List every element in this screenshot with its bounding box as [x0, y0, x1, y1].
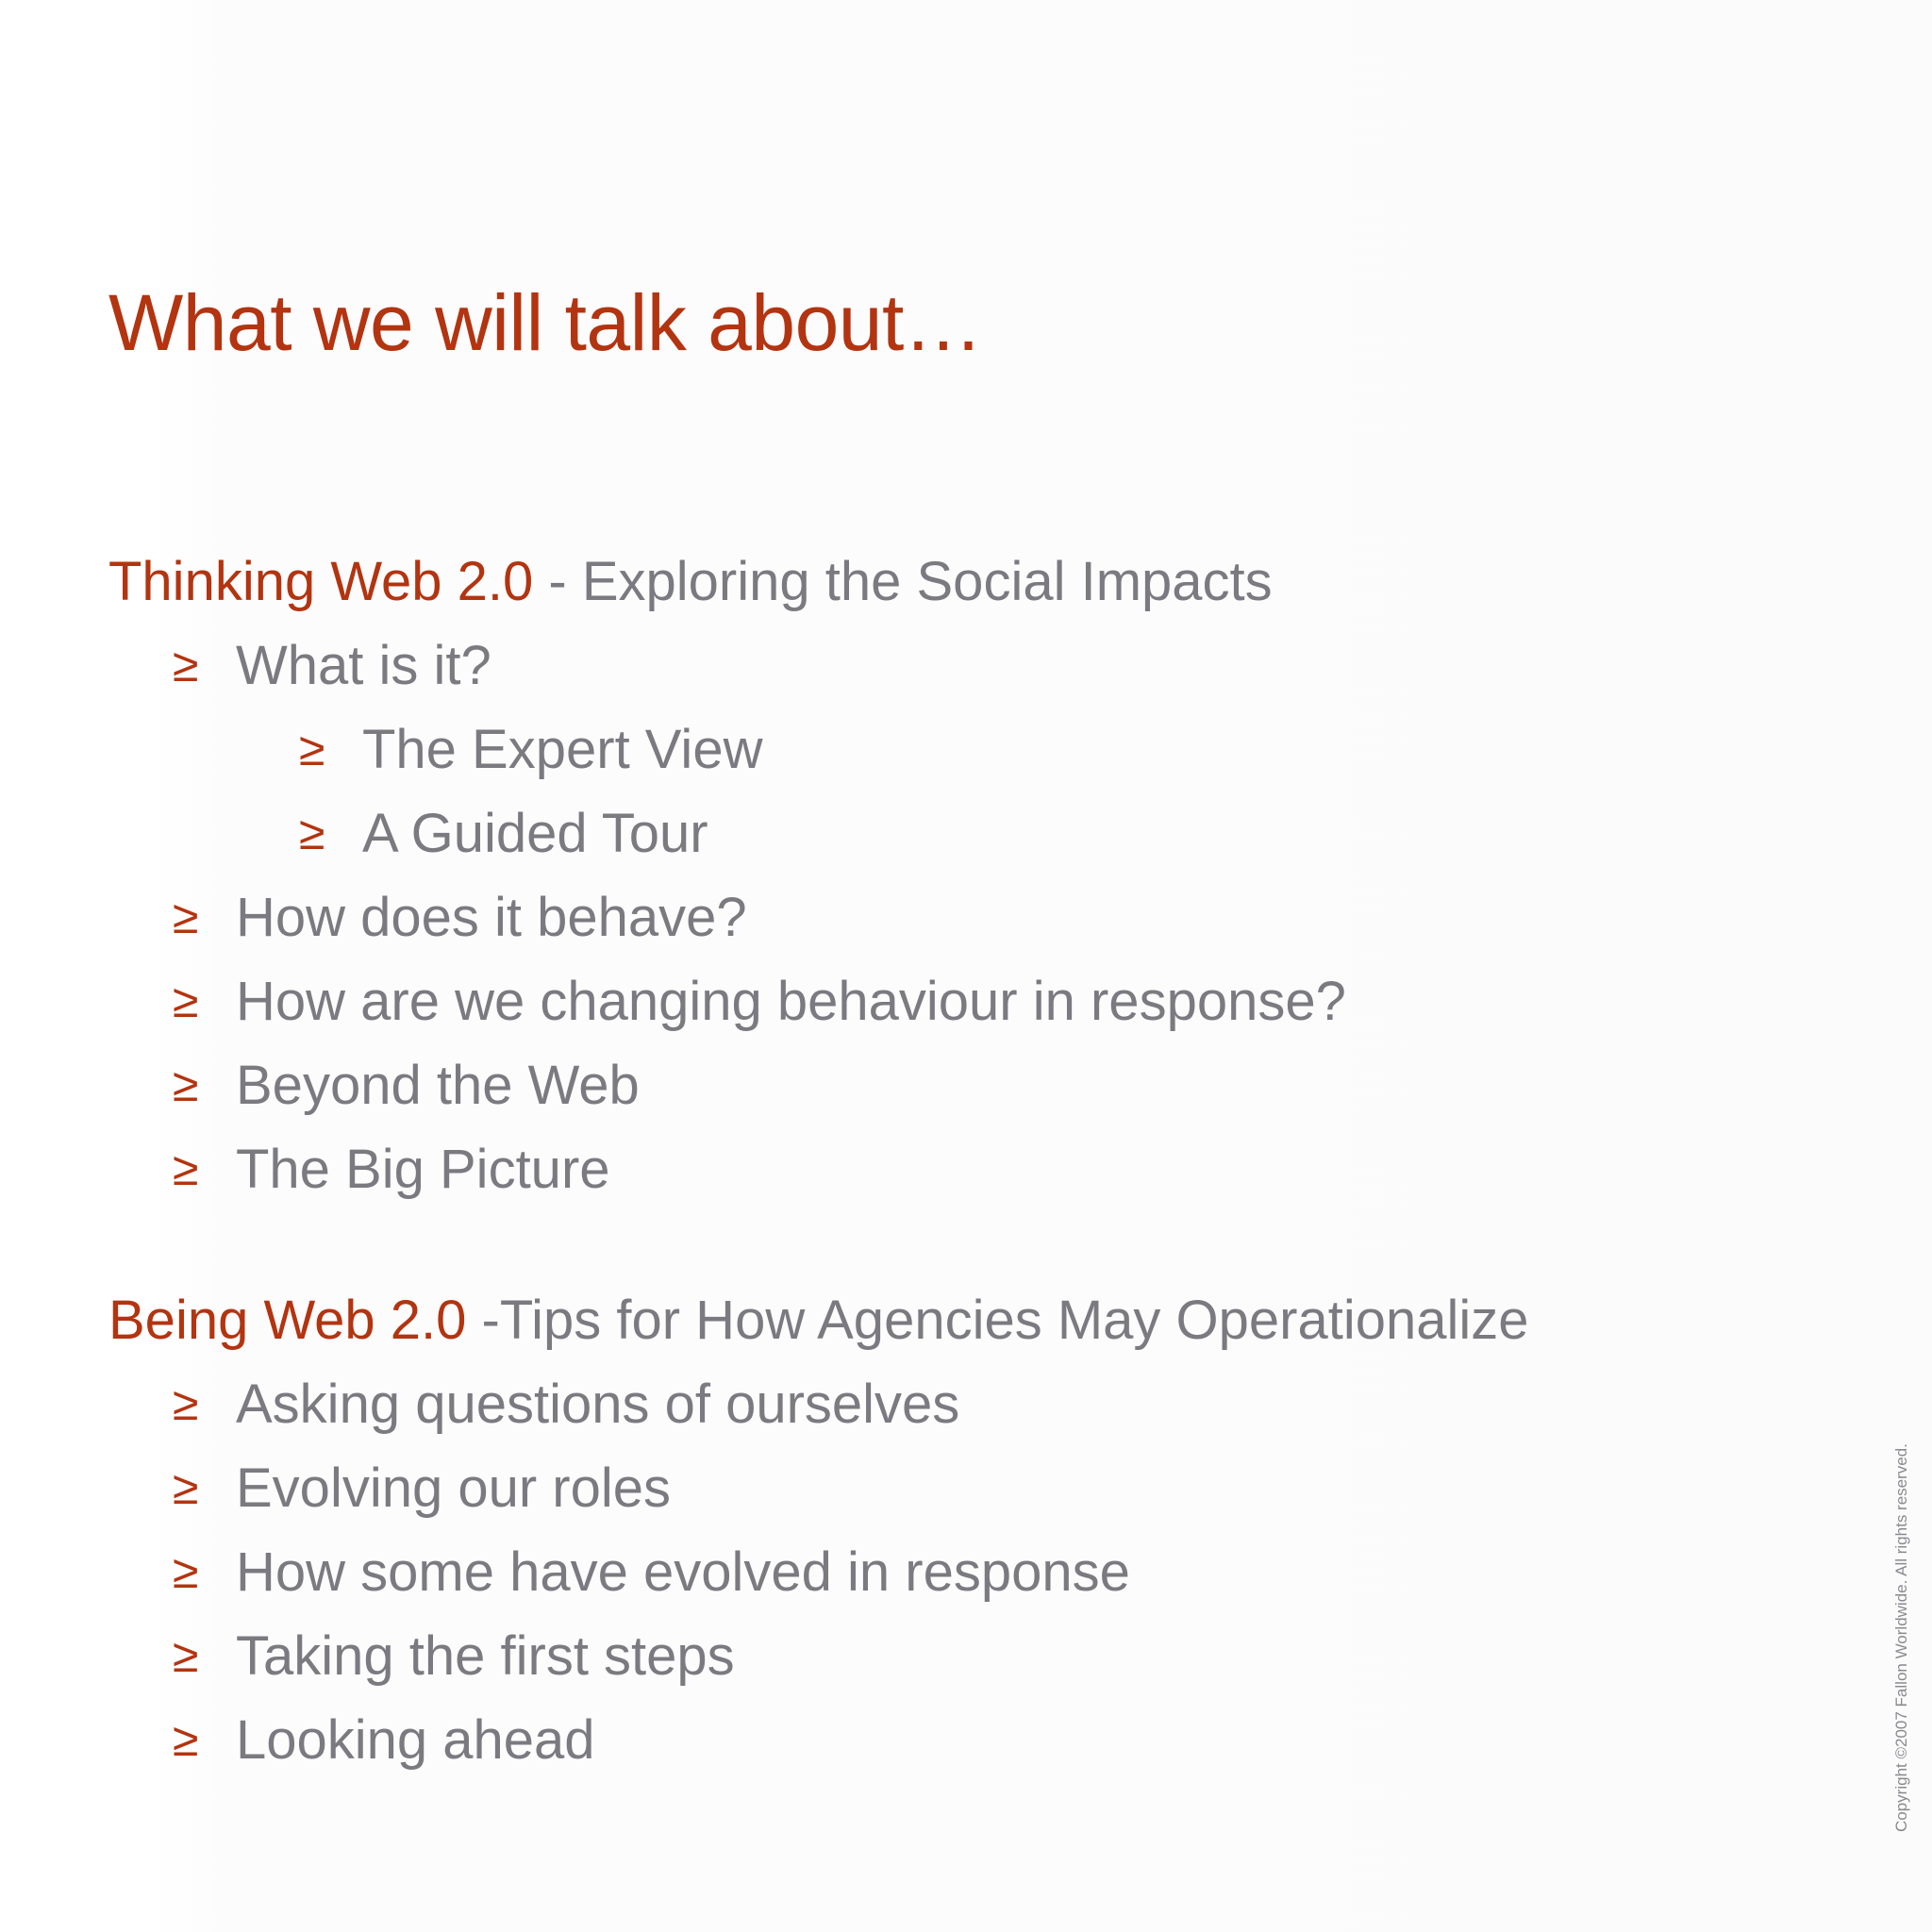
list-item	[108, 1614, 1807, 1698]
list-item-text: The Big Picture	[236, 1139, 610, 1200]
list-item	[108, 875, 1807, 959]
list-item-text: How some have evolved in response	[236, 1541, 1130, 1603]
section-heading-rest: - Exploring the Social Impacts	[533, 551, 1273, 612]
list-item	[108, 1362, 1807, 1446]
section-heading-accent: Thinking Web 2.0	[108, 551, 534, 612]
copyright-notice: Copyright ©2007 Fallon Worldwide. All rights reserved.	[1892, 1443, 1910, 1832]
list-item-text: Evolving our roles	[236, 1457, 671, 1519]
bullet-icon: ≥	[173, 639, 199, 691]
sub-list-item	[108, 791, 1807, 875]
section-heading-being	[108, 1278, 1807, 1362]
section-gap	[108, 1211, 1807, 1278]
list-item-text: How are we changing behaviour in response?	[236, 971, 1346, 1032]
bullet-icon: ≥	[173, 1461, 199, 1514]
list-item-text: Asking questions of ourselves	[236, 1374, 960, 1435]
bullet-icon: ≥	[173, 1142, 199, 1195]
bullet-icon: ≥	[173, 1058, 199, 1111]
list-item-text: Taking the first steps	[236, 1625, 735, 1687]
sub-list-item	[108, 708, 1807, 791]
list-item-text: How does it behave?	[236, 887, 747, 948]
list-item-text: What is it?	[236, 635, 491, 696]
list-item-text: Looking ahead	[236, 1709, 595, 1771]
section-heading-thinking	[108, 540, 1807, 624]
list-item-text: A Guided Tour	[362, 803, 708, 864]
list-item	[108, 624, 1807, 708]
list-item	[108, 1530, 1807, 1614]
list-item-text: The Expert View	[362, 719, 763, 780]
list-item	[108, 1446, 1807, 1530]
list-item	[108, 1043, 1807, 1127]
list-item-text: Beyond the Web	[236, 1055, 640, 1116]
section-heading-rest: -Tips for How Agencies May Operationalize	[466, 1290, 1529, 1351]
bullet-icon: ≥	[173, 891, 199, 943]
bullet-icon: ≥	[173, 974, 199, 1027]
bullet-icon: ≥	[299, 807, 325, 859]
list-item	[108, 1698, 1807, 1782]
slide-title: What we will talk about…	[108, 278, 983, 367]
bullet-icon: ≥	[173, 1377, 199, 1430]
section-heading-accent: Being Web 2.0	[108, 1290, 467, 1351]
bullet-icon: ≥	[173, 1545, 199, 1598]
list-item	[108, 1127, 1807, 1211]
list-item	[108, 959, 1807, 1043]
bullet-icon: ≥	[173, 1713, 199, 1766]
bullet-icon: ≥	[173, 1629, 199, 1682]
agenda-content	[108, 540, 1807, 1782]
bullet-icon: ≥	[299, 723, 325, 775]
